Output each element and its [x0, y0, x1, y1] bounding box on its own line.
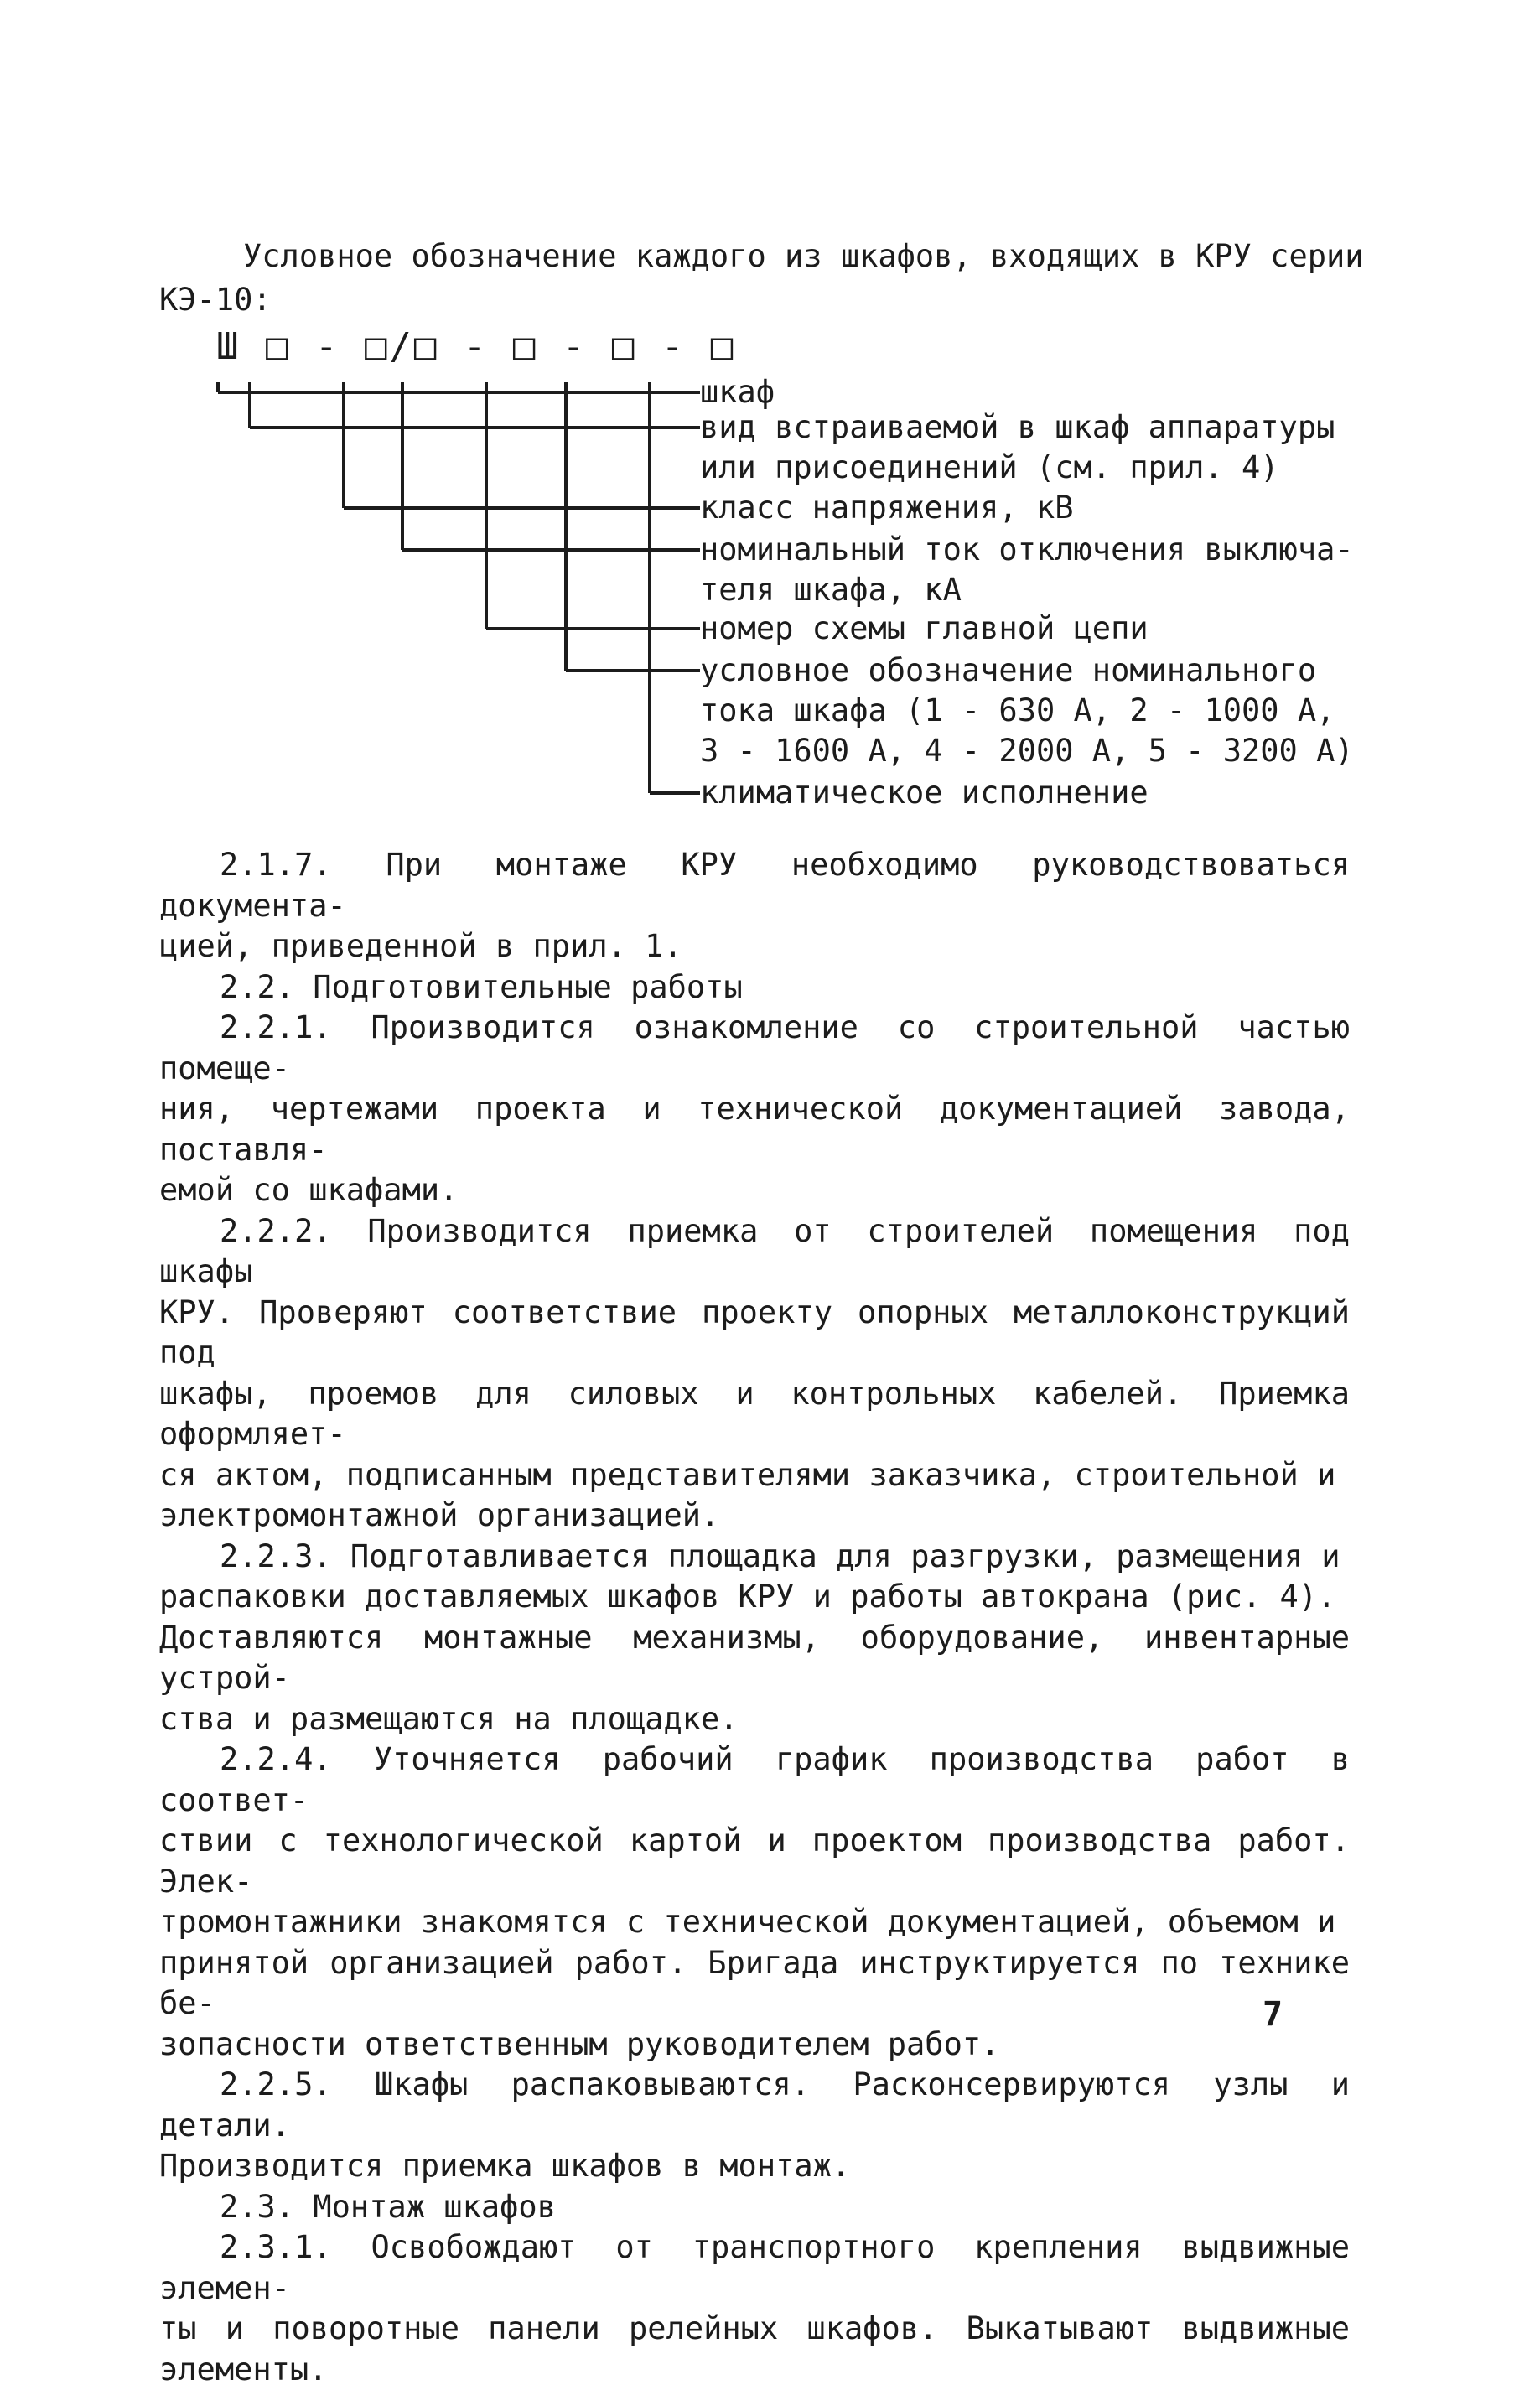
text-line: Производится приемка шкафов в монтаж. [159, 2148, 851, 2184]
legend-label: шкаф [700, 374, 775, 410]
designation-code: Ш □ - □/□ - □ - □ - □ [216, 325, 736, 368]
text-line: принятой организацией работ. Бригада инструктируется по технике бе- [159, 1944, 1350, 2021]
section-heading: 2.2. Подготовительные работы [220, 968, 743, 1005]
body-text [159, 845, 1350, 2390]
text-line: 2.2.2. Производится приемка от строителей помещения под шкафы [159, 1212, 1350, 1289]
text-line: ся актом, подписанным представителями заказчика, строительной и [159, 1456, 1336, 1493]
legend-label: тока шкафа (1 - 630 А, 2 - 1000 А, [700, 692, 1335, 728]
text-line: 2.1.7. При монтаже КРУ необходимо руководствоваться документа- [159, 847, 1350, 924]
legend-label: вид встраиваемой в шкаф аппаратуры [700, 409, 1335, 445]
text-line: шкафы, проемов для силовых и контрольных кабелей. Приемка оформляет- [159, 1375, 1350, 1452]
text-line: зопасности ответственным руководителем работ. [159, 2025, 1000, 2062]
legend-label: класс напряжения, кВ [700, 490, 1074, 526]
legend-label: 3 - 1600 А, 4 - 2000 А, 5 - 3200 А) [700, 733, 1354, 769]
text-line: тромонтажники знакомятся с технической документацией, объемом и [159, 1904, 1336, 1940]
legend-label: теля шкафа, кА [700, 572, 962, 608]
text-line: 2.2.1. Производится ознакомление со строительной частью помеще- [159, 1009, 1350, 1086]
text-line: Доставляются монтажные механизмы, оборудование, инвентарные устрой- [159, 1619, 1350, 1696]
intro-line-2: КЭ-10: [159, 282, 272, 318]
text-line: ния, чертежами проекта и технической документацией завода, поставля- [159, 1091, 1350, 1168]
text-line: ты и поворотные панели релейных шкафов. Выкатывают выдвижные элементы. [159, 2310, 1350, 2387]
page-number: 7 [1263, 1995, 1283, 2034]
legend-label: климатическое исполнение [700, 775, 1149, 811]
text-line: 2.3.1. Освобождают от транспортного крепления выдвижные элемен- [159, 2229, 1350, 2306]
legend-label: условное обозначение номинального [700, 652, 1317, 688]
text-line: 2.2.4. Уточняется рабочий график производства работ в соответ- [159, 1741, 1350, 1818]
intro-text [159, 235, 1375, 322]
text-line: электромонтажной организацией. [159, 1497, 720, 1533]
legend-label: или присоединений (см. прил. 4) [700, 449, 1279, 485]
designation-scheme-diagram [210, 367, 704, 820]
text-line: емой со шкафами. [159, 1172, 459, 1208]
legend-label: номинальный ток отключения выключа- [700, 531, 1354, 568]
text-line: ствии с технологической картой и проектом производства работ. Элек- [159, 1822, 1350, 1900]
legend-label: номер схемы главной цепи [700, 610, 1149, 646]
section-heading: 2.3. Монтаж шкафов [220, 2188, 556, 2225]
text-line: 2.2.3. Подготавливается площадка для разгрузки, размещения и [220, 1537, 1340, 1574]
text-line: ства и размещаются на площадке. [159, 1700, 739, 1737]
text-line: цией, приведенной в прил. 1. [159, 928, 682, 964]
text-line: КРУ. Проверяют соответствие проекту опорных металлоконструкций под [159, 1294, 1350, 1371]
intro-line-1: Условное обозначение каждого из шкафов, входящих в КРУ серии [243, 238, 1364, 274]
text-line: распаковки доставляемых шкафов КРУ и работы автокрана (рис. 4). [159, 1579, 1336, 1615]
text-line: 2.2.5. Шкафы распаковываются. Расконсервируются узлы и детали. [159, 2066, 1350, 2144]
